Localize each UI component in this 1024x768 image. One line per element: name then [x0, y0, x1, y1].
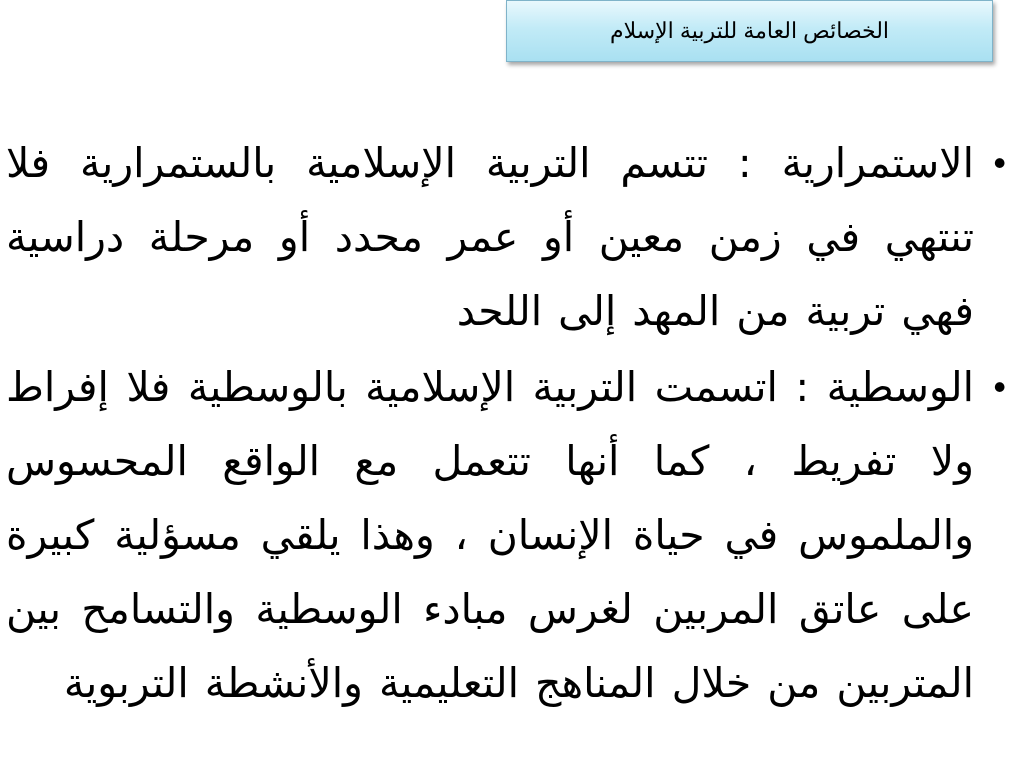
bullet-dot-icon: • — [993, 142, 1006, 183]
slide-title: الخصائص العامة للتربية الإسلام — [609, 18, 890, 43]
bullet-text-moderation: الوسطية : اتسمت التربية الإسلامية بالوسطية فلا إفراط ولا تفريط ، كما أنها تتعمل مع الواقع المحسوس والملموس في حياة الإنسان ، وهذا يلقي مسؤلية كبيرة على عاتق المربين لغرس مبادء الوسطية والتسامح بين المتربين من خلال المناهج التعليمية والأنشطة التربوية — [6, 363, 974, 707]
slide-title-box — [506, 0, 993, 62]
bullet-dot-icon: • — [993, 366, 1006, 407]
bullet-text-continuity: الاستمرارية : تتسم التربية الإسلامية بالستمرارية فلا تنتهي في زمن معين أو عمر محدد أو مرحلة دراسية فهي تربية من المهد إلى اللحد — [6, 139, 974, 335]
slide-content — [6, 126, 1014, 768]
bullet-item-moderation — [6, 350, 1014, 720]
bullet-item-continuity — [6, 126, 1014, 348]
